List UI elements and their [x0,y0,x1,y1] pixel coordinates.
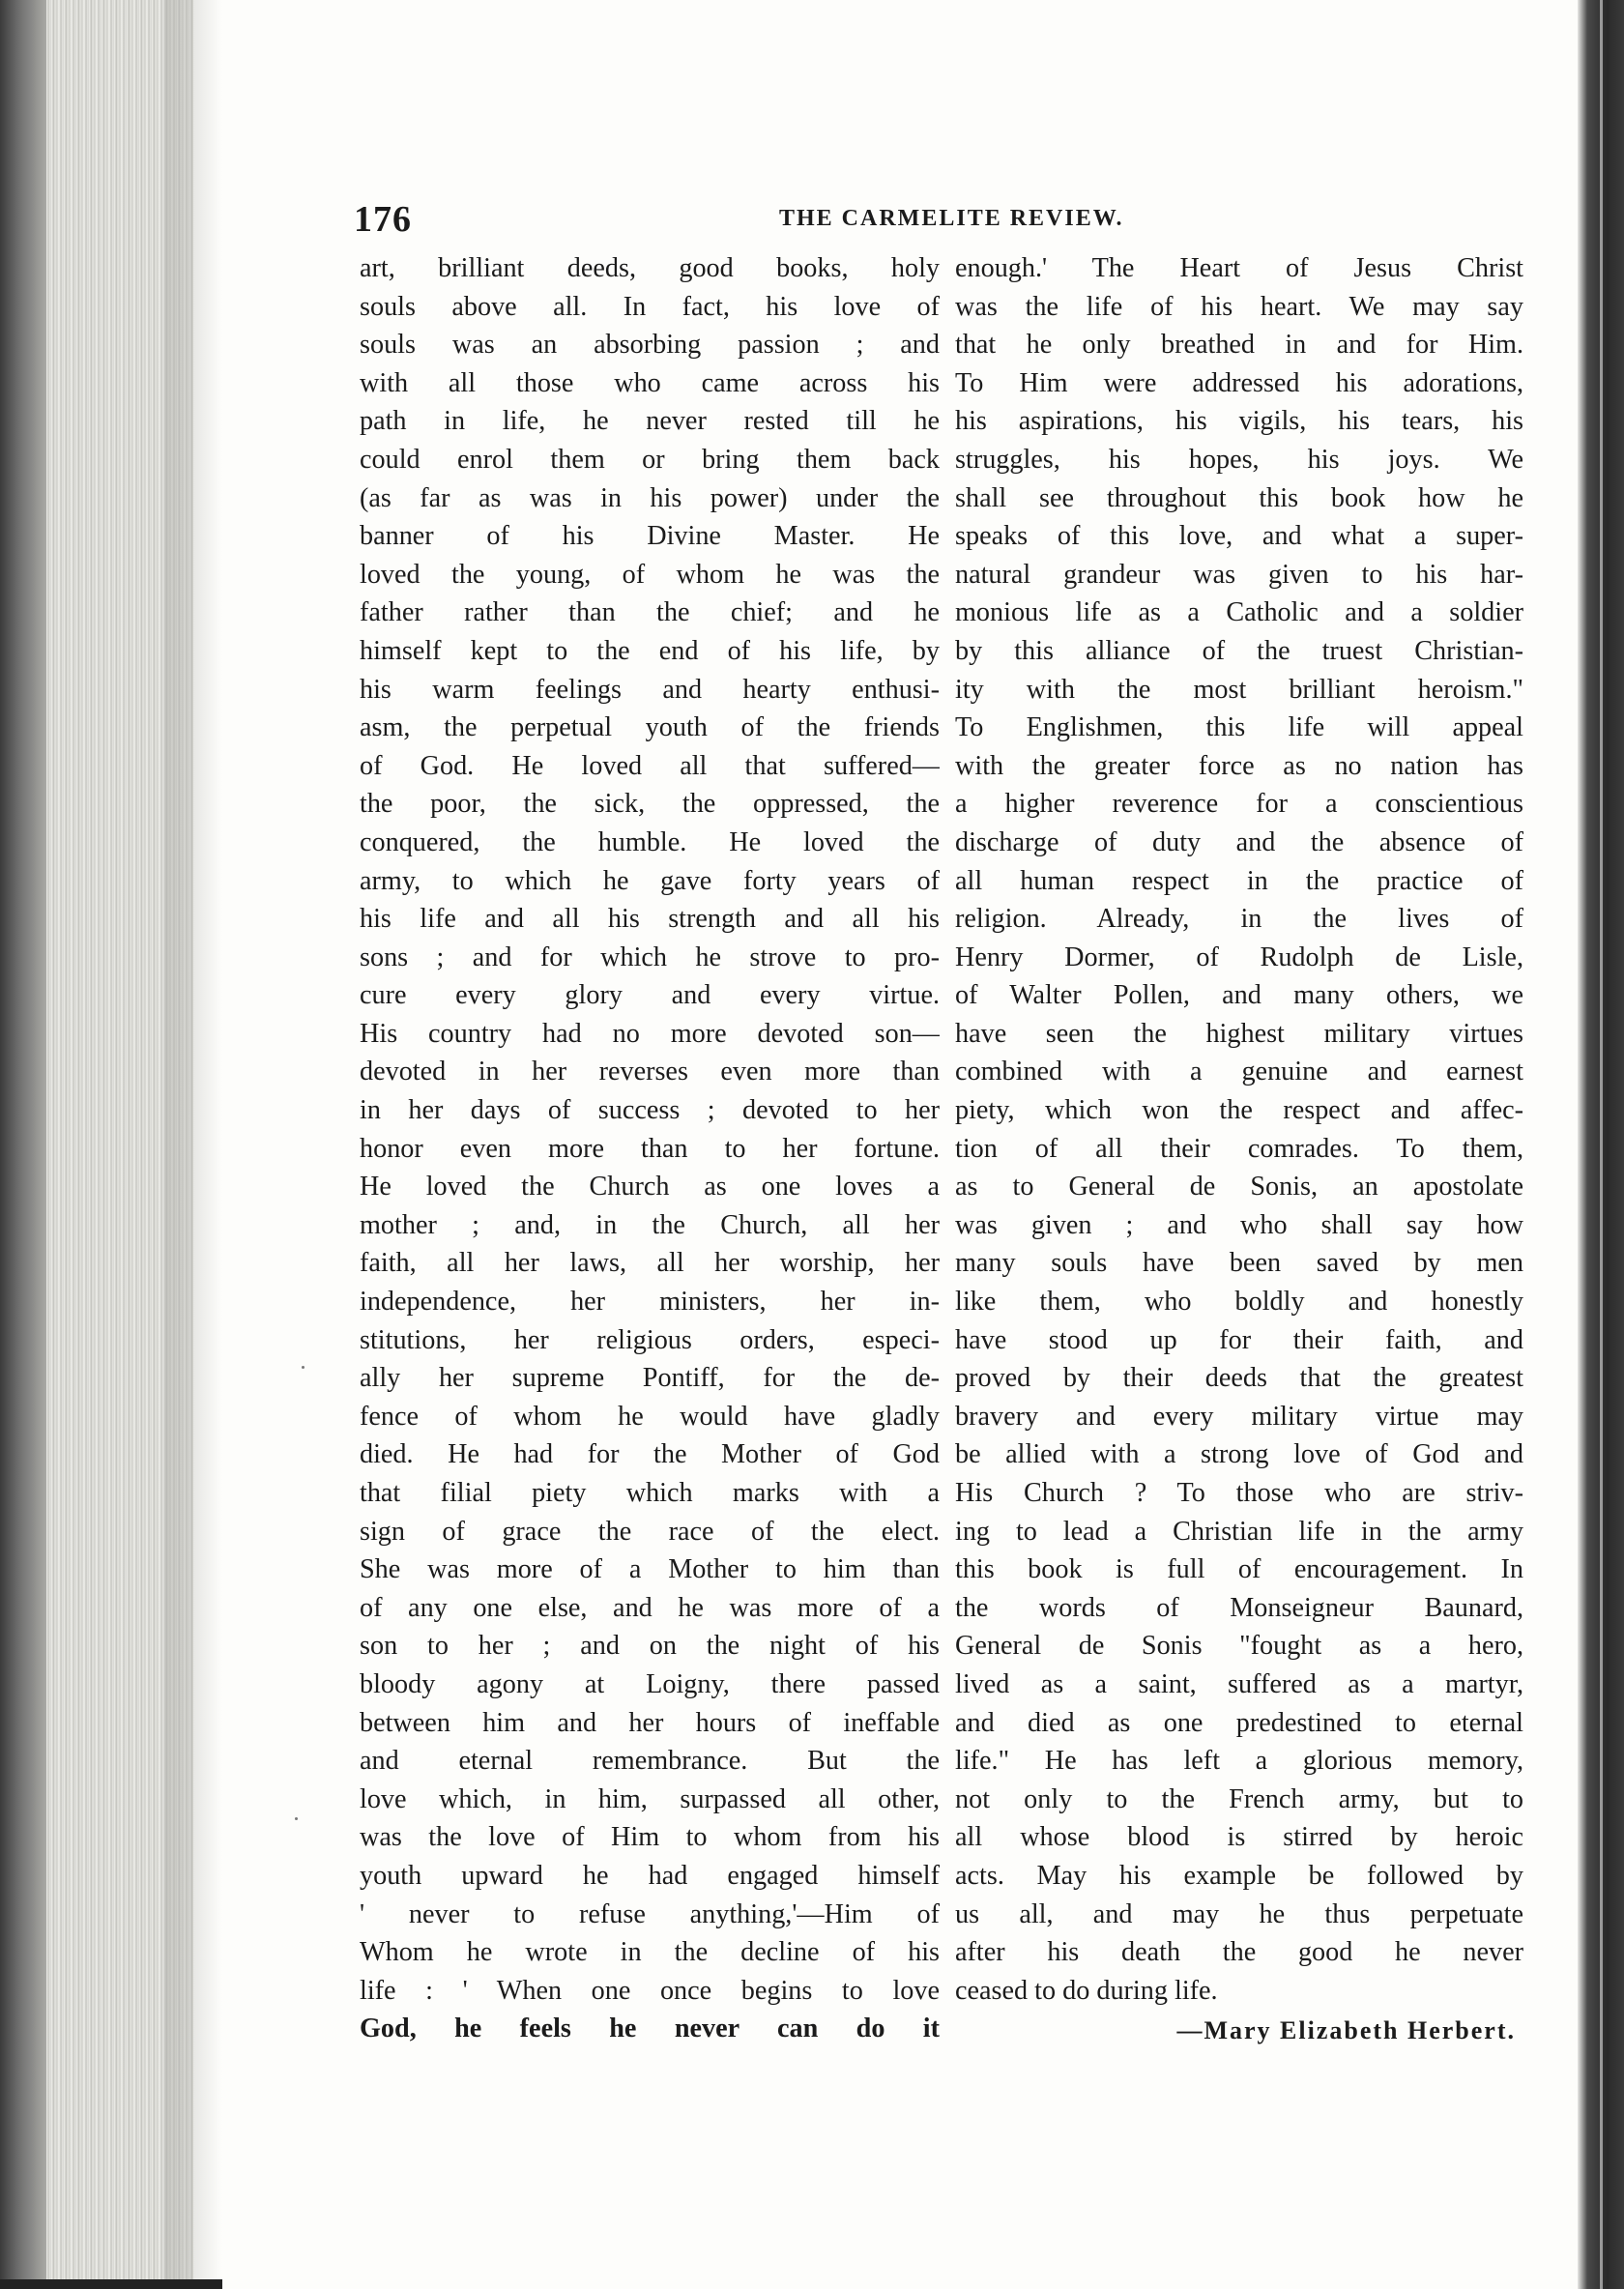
text-line: of God. He loved all that suffered— [360,750,940,781]
text-line: us all, and may he thus perpetuate [955,1898,1523,1929]
text-line: Henry Dormer, of Rudolph de Lisle, [955,942,1523,972]
text-line: many souls have been saved by men [955,1248,1523,1279]
text-line: with the greater force as no nation has [955,750,1523,781]
text-line: banner of his Divine Master. He [360,521,940,552]
page-number: 176 [354,199,412,240]
text-line: souls was an absorbing passion ; and [360,330,940,361]
text-line: not only to the French army, but to [955,1783,1523,1814]
text-line: struggles, his hopes, his joys. We [955,444,1523,475]
text-line: all whose blood is stirred by heroic [955,1822,1523,1853]
text-line: sign of grace the race of the elect. [360,1516,940,1547]
book-binding-shadow [0,0,46,2289]
text-line: his warm feelings and hearty enthusi- [360,674,940,705]
text-line: by this alliance of the truest Christian- [955,635,1523,666]
text-line: was the love of Him to whom from his [360,1822,940,1853]
author-signature: —Mary Elizabeth Herbert. [1176,2016,1516,2045]
text-line: the words of Monseigneur Baunard, [955,1592,1523,1623]
text-line: father rather than the chief; and he [360,597,940,628]
text-line: mother ; and, in the Church, all her [360,1209,940,1240]
text-line: stitutions, her religious orders, especi- [360,1324,940,1355]
text-line: To Englishmen, this life will appeal [955,712,1523,743]
text-line: like them, who boldly and honestly [955,1287,1523,1318]
text-line: be allied with a strong love of God and [955,1439,1523,1470]
text-line: youth upward he had engaged himself [360,1860,940,1891]
text-line: path in life, he never rested till he [360,406,940,437]
text-line: enough.' The Heart of Jesus Christ [955,253,1523,283]
text-line: his aspirations, his vigils, his tears, his [955,406,1523,437]
text-line: independence, her ministers, her in- [360,1287,940,1318]
text-line: speaks of this love, and what a super- [955,521,1523,552]
text-line: have stood up for their faith, and [955,1324,1523,1355]
text-line: as to General de Sonis, an apostolate [955,1172,1523,1202]
text-line: with all those who came across his [360,367,940,398]
text-line: shall see throughout this book how he [955,482,1523,513]
text-line: was given ; and who shall say how [955,1209,1523,1240]
text-line: of any one else, and he was more of a [360,1592,940,1623]
text-line: between him and her hours of ineffable [360,1707,940,1738]
text-line: monious life as a Catholic and a soldier [955,597,1523,628]
text-line: God, he feels he never can do it [360,2014,940,2044]
text-line: ' never to refuse anything,'—Him of [360,1898,940,1929]
running-title: THE CARMELITE REVIEW. [779,206,1124,231]
text-line: ing to lead a Christian life in the army [955,1516,1523,1547]
text-line: could enrol them or bring them back [360,444,940,475]
text-line: of Walter Pollen, and many others, we [955,980,1523,1011]
left-text-column [360,249,940,2048]
text-line: this book is full of encouragement. In [955,1554,1523,1585]
text-line: tion of all their comrades. To them, [955,1133,1523,1164]
text-line: souls above all. In fact, his love of [360,291,940,322]
text-line: bravery and every military virtue may [955,1401,1523,1432]
text-line: devoted in her reverses even more than [360,1057,940,1087]
text-line: love which, in him, surpassed all other, [360,1783,940,1814]
text-line: He loved the Church as one loves a [360,1172,940,1202]
text-line: after his death the good he never [955,1937,1523,1968]
text-line: faith, all her laws, all her worship, her [360,1248,940,1279]
text-line: ity with the most brilliant heroism." [955,674,1523,705]
text-line: His country had no more devoted son— [360,1018,940,1049]
text-line: loved the young, of whom he was the [360,559,940,590]
text-line: His Church ? To those who are striv- [955,1478,1523,1508]
text-line: religion. Already, in the lives of [955,904,1523,935]
text-line: She was more of a Mother to him than [360,1554,940,1585]
text-line: in her days of success ; devoted to her [360,1095,940,1126]
text-line: himself kept to the end of his life, by [360,635,940,666]
text-line: bloody agony at Loigny, there passed [360,1668,940,1699]
text-line: a higher reverence for a conscientious [955,789,1523,820]
text-line: discharge of duty and the absence of [955,826,1523,857]
gutter-shade [164,0,222,2289]
text-line: have seen the highest military virtues [955,1018,1523,1049]
page-edge-line [1600,0,1603,2289]
text-line: died. He had for the Mother of God [360,1439,940,1470]
text-line: life." He has left a glorious memory, [955,1746,1523,1777]
text-line: (as far as was in his power) under the [360,482,940,513]
text-line: and eternal remembrance. But the [360,1746,940,1777]
text-line: piety, which won the respect and affec- [955,1095,1523,1126]
text-line: conquered, the humble. He loved the [360,826,940,857]
text-line: art, brilliant deeds, good books, holy [360,253,940,283]
text-line: To Him were addressed his adorations, [955,367,1523,398]
text-line: combined with a genuine and earnest [955,1057,1523,1087]
text-line: army, to which he gave forty years of [360,865,940,896]
text-line: his life and all his strength and all his [360,904,940,935]
text-line: that filial piety which marks with a [360,1478,940,1508]
text-line: cure every glory and every virtue. [360,980,940,1011]
page-header [354,198,1494,245]
text-line: acts. May his example be followed by [955,1860,1523,1891]
text-line: ally her supreme Pontiff, for the de- [360,1363,940,1394]
text-line: that he only breathed in and for Him. [955,330,1523,361]
text-line: asm, the perpetual youth of the friends [360,712,940,743]
text-line: Whom he wrote in the decline of his [360,1937,940,1968]
text-line: natural grandeur was given to his har- [955,559,1523,590]
text-line: honor even more than to her fortune. [360,1133,940,1164]
text-line: was the life of his heart. We may say [955,291,1523,322]
text-line: and died as one predestined to eternal [955,1707,1523,1738]
text-line: fence of whom he would have gladly [360,1401,940,1432]
text-line: life : ' When one once begins to love [360,1975,940,2006]
text-line: all human respect in the practice of [955,865,1523,896]
right-text-column [955,249,1523,2050]
scan-border-bottom [0,2279,222,2289]
text-line: General de Sonis "fought as a hero, [955,1631,1523,1662]
text-line: the poor, the sick, the oppressed, the [360,789,940,820]
text-line: lived as a saint, suffered as a martyr, [955,1668,1523,1699]
text-line: ceased to do during life. [955,1975,1218,2006]
text-line: sons ; and for which he strove to pro- [360,942,940,972]
text-line: son to her ; and on the night of his [360,1631,940,1662]
text-line: proved by their deeds that the greatest [955,1363,1523,1394]
